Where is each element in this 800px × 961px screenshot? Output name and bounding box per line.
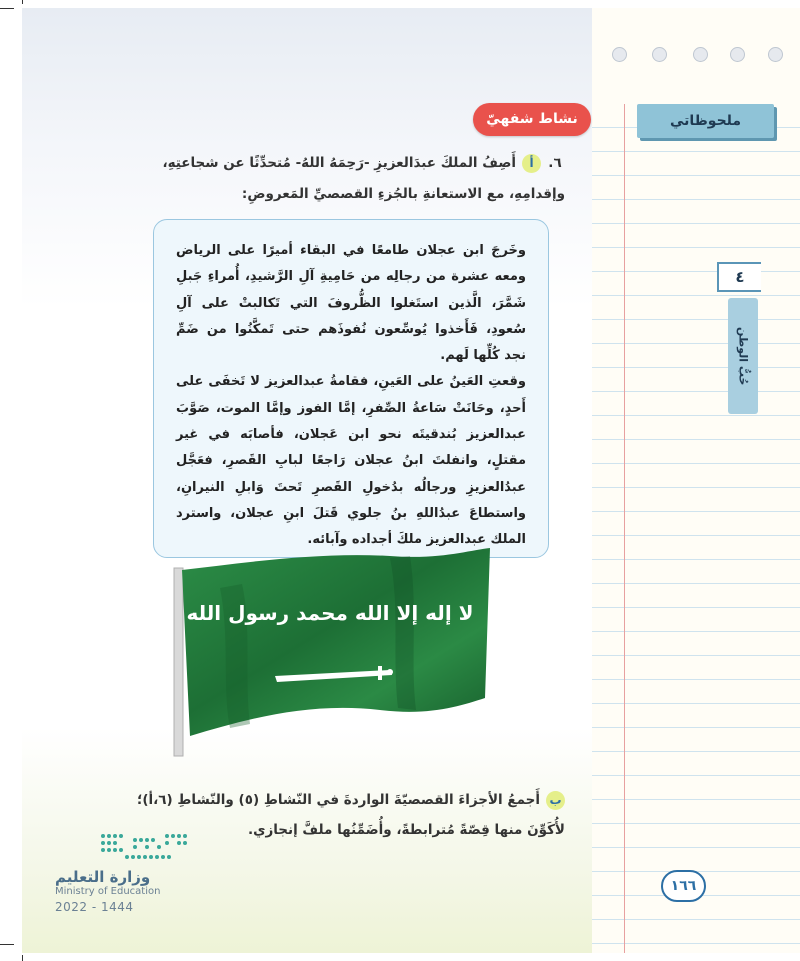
story-paragraph: وقعتِ العَينُ على العَينِ، فقامةُ عبدالعزيز لا تَخفَى على أَحدٍ، وحَانَتْ سَاعةُ الصِّفرِ، إمَّا الفوز وإمَّا الموت، صَوَّبَ عبدالعزيز بُندقيتَه نحو ابن عَجلان، فأصابَه في غير مقتلٍ، وانفلتَ ابنُ عجلان رَاجعًا لبابِ القَصرِ، فعَجَّل عبدُالعزيزِ ورجالُه بدُخولِ القَصرِ تَحتَ وَابلِ النيرانِ، واستطاعَ عبدُاللهِ بنُ جلوي قَتلَ ابنِ عجلان، واسترد الملك عبدالعزيز ملكَ أجداده وآبائه. [176,374,526,548]
unit-title: حُبُّ الوطن [736,326,750,386]
part-b-line1: أَجمعُ الأجزاءَ القصصيّةَ الواردةَ في النّشاطِ (٥) والنّشاطِ (٦،أ)؛ [136,792,540,808]
crop-mark [22,0,23,4]
flag-shahada: لا إله إلا الله محمد رسول الله [186,601,474,625]
notes-panel [592,8,800,953]
activity-badge: نشاط شفهيّ [473,103,591,136]
binder-hole [612,47,627,62]
crop-mark [22,955,23,961]
notes-margin-line [624,104,625,953]
part-a-marker: أ [522,154,541,173]
question-line [242,186,565,202]
page-number: ١٦٦ [661,870,706,902]
unit-number: ٤ [717,262,761,292]
binder-hole [693,47,708,62]
story-paragraph: وخَرجَ ابن عجلان طامعًا في البقاء أميرًا على الرياض ومعه عشرة من رجالِه من حَامِيةِ آلِ الرَّشيدِ، أُمراءِ جَبلِ شَمَّرَ، الَّذين استَغلوا الظُّروفَ التي تَكالبتْ على آلِ سُعودِ، فَأَخذوا يُوسِّعون نُفوذَهم حتى تَمكَّنُوا من ضَمِّ نجد كُلِّها لَهم. [176,243,526,364]
ministry-name-arabic: وزارة التعليم [55,868,151,886]
binder-hole [730,47,745,62]
ministry-name-english: Ministry of Education [55,886,161,897]
flag-pole [174,568,183,756]
question-line [162,154,565,173]
binder-hole [768,47,783,62]
saudi-flag-image [160,548,500,758]
binder-hole [652,47,667,62]
unit-tab [728,298,758,414]
logo-dots-icon [99,830,191,864]
part-a-line1: أَصِفُ الملكَ عبدَالعزيزِ -رَحِمَهُ اللهُ- مُتحدِّثًا عن شجاعتِهِ، [162,155,516,171]
crop-mark [0,8,14,9]
part-a-line2: وإقدامِهِ، مع الاستعانةِ بالجُزءِ القصصيِّ المَعروضِ: [241,186,565,202]
part-b-marker: ب [546,791,565,810]
story-box [153,219,549,558]
question-number: ٦. [548,155,562,171]
edition-year: 2022 - 1444 [55,900,134,914]
notes-title: ملحوظاتي [637,104,774,138]
question-line [137,791,565,810]
part-b-line2: لأُكَوِّنَ منها قِصّةً مُترابطةً، وأُضَمِّنُها ملفَّ إنجازي. [247,822,565,838]
ministry-logo [55,828,195,938]
question-line [248,822,565,838]
crop-mark [0,944,14,945]
